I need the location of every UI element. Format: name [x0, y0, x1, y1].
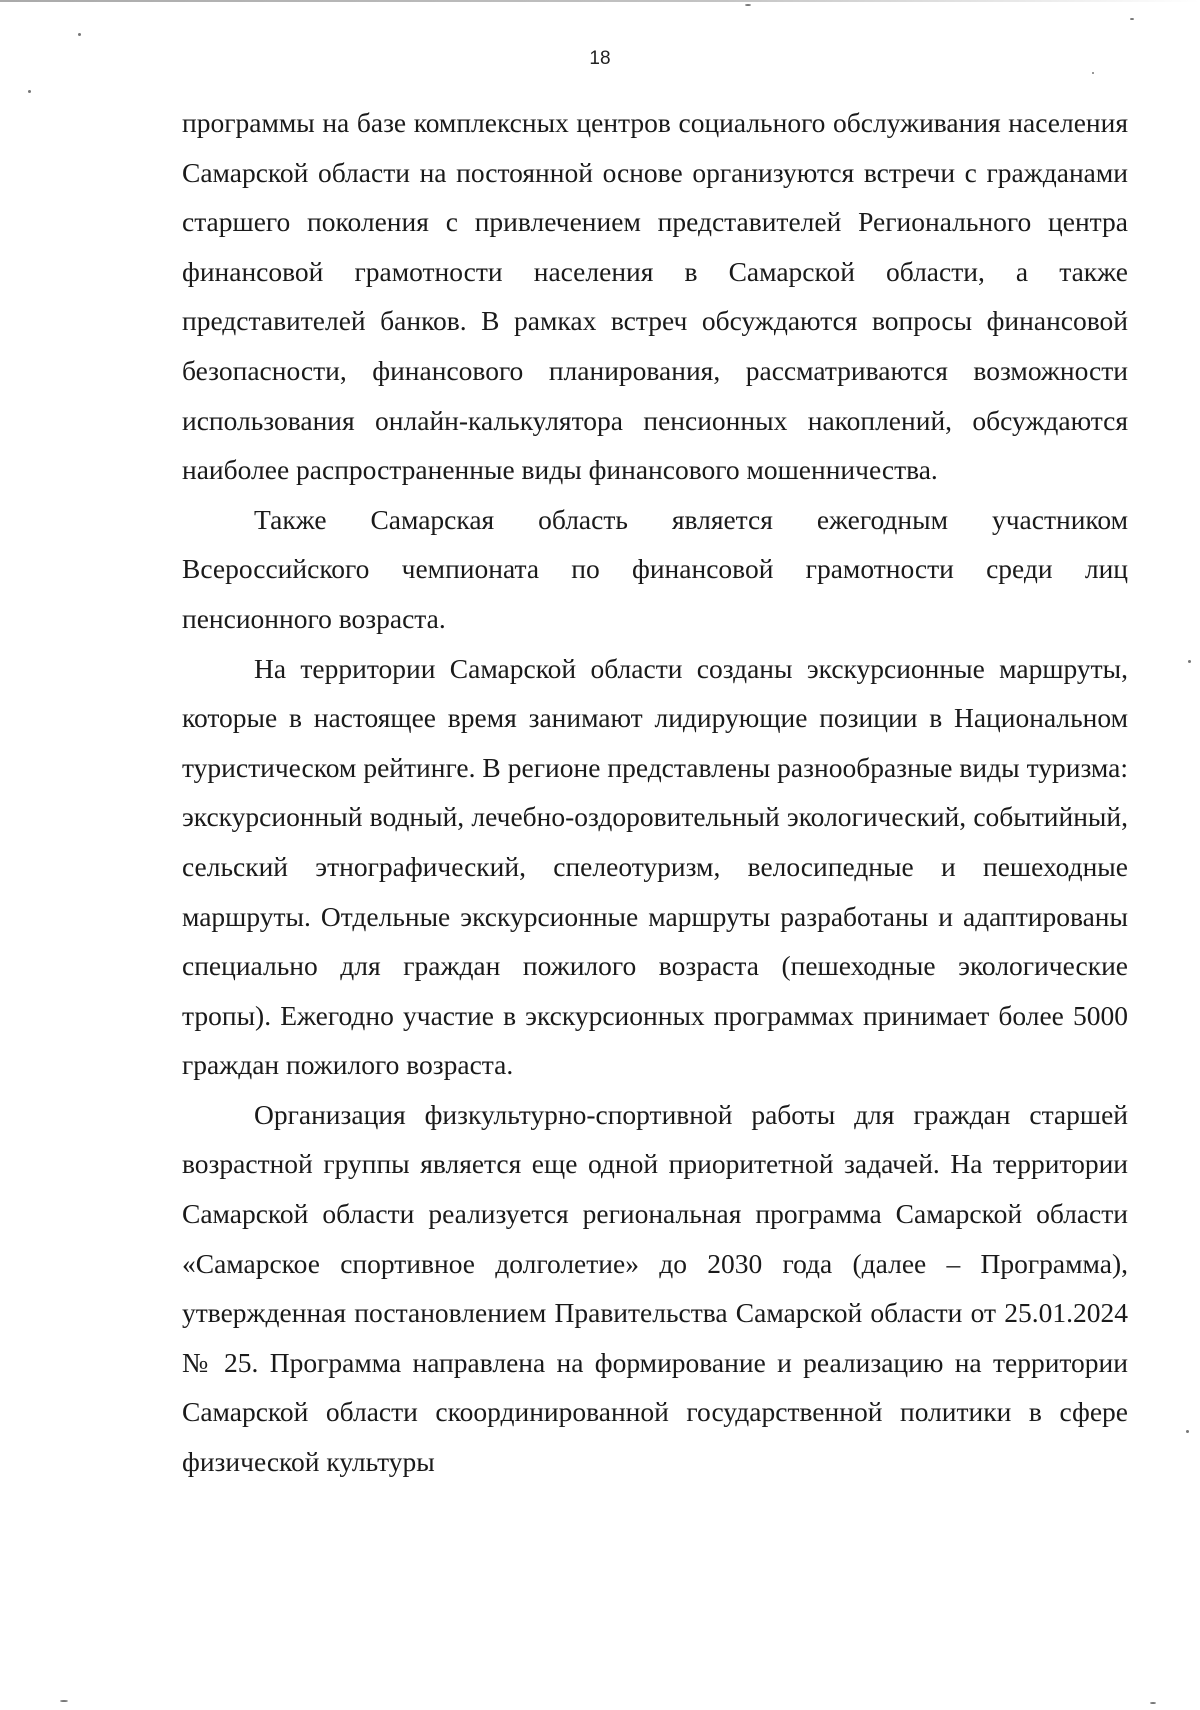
page-number: 18	[589, 48, 611, 69]
scan-speck	[28, 90, 31, 93]
scan-speck	[1130, 18, 1134, 20]
document-body	[182, 98, 1128, 1487]
scan-speck	[745, 4, 751, 6]
scan-speck	[1092, 72, 1094, 74]
scan-speck	[1186, 1430, 1189, 1433]
paragraph-excursion-routes: На территории Самарской области созданы экскурсионные маршруты, которые в настоящее время занимают лидирующие позиции в Национальном туристическом рейтинге. В регионе представлены разнообразные виды туризма: экскурсионный водный, лечебно-оздоровительный экологический, событийный, сельский этнографический, спелеотуризм, велосипедные и пешеходные маршруты. Отдельные экскурсионные маршруты разработаны и адаптированы специально для граждан пожилого возраста (пешеходные экологические тропы). Ежегодно участие в экскурсионных программах принимает более 5000 граждан пожилого возраста.	[182, 652, 1128, 1081]
paragraph-financial-championship: Также Самарская область является ежегодным участником Всероссийского чемпионата по финансовой грамотности среди лиц пенсионного возраста.	[182, 503, 1128, 634]
scan-speck	[78, 33, 81, 36]
scan-speck	[1188, 660, 1191, 663]
scan-speck	[1150, 1702, 1156, 1704]
paragraph-financial-literacy-meetings: программы на базе комплексных центров социального обслуживания населения Самарской области на постоянной основе организуются встречи с гражданами старшего поколения с привлечением представителей Регионального центра финансовой грамотности населения в Самарской области, а также представителей банков. В рамках встреч обсуждаются вопросы финансовой безопасности, финансового планирования, рассматриваются возможности использования онлайн-калькулятора пенсионных накоплений, обсуждаются наиболее распространенные виды финансового мошенничества.	[182, 107, 1128, 486]
scan-edge	[0, 0, 1200, 2]
scan-speck	[60, 1700, 68, 1702]
paragraph-sports-program: Организация физкультурно-спортивной работы для граждан старшей возрастной группы является еще одной приоритетной задачей. На территории Самарской области реализуется региональная программа Самарской области «Самарское спортивное долголетие» до 2030 года (далее – Программа), утвержденная постановлением Правительства Самарской области от 25.01.2024 № 25. Программа направлена на формирование и реализацию на территории Самарской области скоординированной государственной политики в сфере физической культуры	[182, 1098, 1128, 1478]
